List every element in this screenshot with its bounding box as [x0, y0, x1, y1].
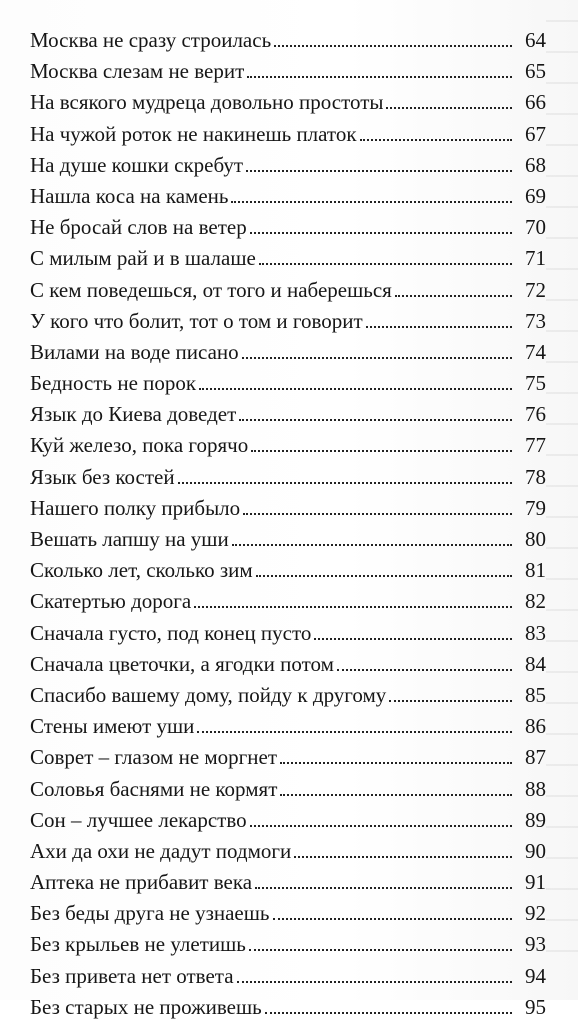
toc-entry-title: На чужой роток не накинешь платок — [30, 121, 357, 146]
toc-entry-page-number: 81 — [525, 558, 546, 583]
toc-entry-page-number: 78 — [525, 464, 546, 489]
toc-entry-title: Без крыльев не улетишь — [30, 932, 246, 957]
toc-entry — [30, 462, 546, 493]
toc-entry-title: Соврет – глазом не моргнет — [30, 745, 278, 770]
dot-leader — [274, 45, 512, 47]
toc-entry — [30, 992, 546, 1023]
toc-entry-page-number: 83 — [525, 620, 546, 645]
toc-entry — [30, 586, 546, 617]
toc-entry-title: Сначала густо, под конец пусто — [30, 620, 312, 645]
dot-leader — [294, 856, 512, 858]
toc-entry-title: Без беды друга не узнаешь — [30, 901, 270, 926]
toc-entry-title: Язык до Киева доведет — [30, 402, 237, 427]
toc-entry-page-number: 84 — [525, 651, 546, 676]
toc-entry-page-number: 94 — [525, 963, 546, 988]
toc-entry-title: Нашла коса на камень — [30, 183, 229, 208]
dot-leader — [337, 669, 512, 671]
dot-leader — [250, 825, 512, 827]
toc-entry-title: Вилами на воде писано — [30, 339, 239, 364]
dot-leader — [197, 731, 512, 733]
toc-entry — [30, 555, 546, 586]
toc-entry-title: Бедность не порок — [30, 371, 197, 396]
dot-leader — [265, 1012, 512, 1014]
toc-entry-page-number: 86 — [525, 714, 546, 739]
dot-leader — [314, 638, 512, 640]
toc-entry — [30, 181, 546, 212]
toc-entry — [30, 961, 546, 992]
dot-leader — [280, 762, 512, 764]
toc-entry-title: Куй железо, пока горячо — [30, 433, 249, 458]
toc-entry-title: С милым рай и в шалаше — [30, 246, 256, 271]
dot-leader — [239, 419, 512, 421]
toc-entry — [30, 805, 546, 836]
toc-entry-title: Москва не сразу строилась — [30, 28, 272, 52]
toc-entry — [30, 368, 546, 399]
toc-entry-title: На душе кошки скребут — [30, 152, 244, 177]
dot-leader — [395, 295, 512, 297]
dot-leader — [280, 794, 512, 796]
toc-entry — [30, 711, 546, 742]
toc-entry-title: Язык без костей — [30, 464, 175, 489]
toc-entry — [30, 836, 546, 867]
toc-entry-page-number: 74 — [525, 339, 546, 364]
toc-entry-page-number: 92 — [525, 901, 546, 926]
toc-entry-page-number: 80 — [525, 527, 546, 551]
toc-entry — [30, 275, 546, 306]
toc-entry-page-number: 88 — [525, 776, 546, 801]
toc-entry-title: Нашего полку прибыло — [30, 495, 241, 520]
toc-entry — [30, 649, 546, 680]
toc-entry-title: У кого что болит, тот о том и говорит — [30, 308, 363, 333]
dot-leader — [199, 388, 512, 390]
facing-page-bleed — [546, 20, 578, 980]
toc-entry-page-number: 87 — [525, 745, 546, 770]
toc-entry — [30, 56, 546, 87]
toc-entry-title: Сколько лет, сколько зим — [30, 558, 253, 583]
toc-entry — [30, 87, 546, 118]
toc-entry — [30, 25, 546, 56]
toc-entry-page-number: 72 — [525, 277, 546, 302]
toc-entry-title: Спасибо вашему дому, пойду к другому — [30, 682, 387, 707]
toc-entry-page-number: 77 — [525, 433, 546, 458]
dot-leader — [178, 482, 512, 484]
toc-entry-page-number: 93 — [525, 932, 546, 957]
toc-entry — [30, 399, 546, 430]
toc-entry-title: Аптека не прибавит века — [30, 870, 253, 895]
dot-leader — [360, 139, 512, 141]
toc-entry — [30, 243, 546, 274]
toc-entry-title: На всякого мудреца довольно простоты — [30, 90, 384, 115]
toc-entry-title: Ахи да охи не дадут подмоги — [30, 838, 292, 863]
toc-entry — [30, 774, 546, 805]
toc-entry-page-number: 71 — [525, 246, 546, 271]
dot-leader — [237, 981, 512, 983]
toc-entry — [30, 680, 546, 711]
toc-entry-page-number: 68 — [525, 152, 546, 177]
dot-leader — [194, 606, 512, 608]
toc-entry — [30, 898, 546, 929]
dot-leader — [386, 107, 512, 109]
toc-entry-page-number: 85 — [525, 682, 546, 707]
toc-entry-title: Без старых не проживешь — [30, 994, 262, 1019]
toc-entry — [30, 212, 546, 243]
dot-leader — [232, 544, 512, 546]
toc-entry-page-number: 69 — [525, 183, 546, 208]
toc-entry-page-number: 82 — [525, 589, 546, 614]
dot-leader — [249, 949, 512, 951]
toc-entry-title: Стены имеют уши — [30, 714, 195, 739]
toc-entry-page-number: 90 — [525, 838, 546, 863]
toc-entry-page-number: 91 — [525, 870, 546, 895]
dot-leader — [273, 918, 512, 920]
toc-entry-title: Не бросай слов на ветер — [30, 215, 247, 240]
toc-entry-title: Вешать лапшу на уши — [30, 527, 229, 551]
toc-entry-title: Скатертью дорога — [30, 589, 192, 614]
toc-entry-page-number: 67 — [525, 121, 546, 146]
toc-entry — [30, 618, 546, 649]
dot-leader — [250, 232, 512, 234]
toc-entry-title: Без привета нет ответа — [30, 963, 234, 988]
toc-entry — [30, 306, 546, 337]
dot-leader — [243, 513, 512, 515]
toc-entry-title: Сон – лучшее лекарство — [30, 807, 247, 832]
dot-leader — [389, 700, 512, 702]
dot-leader — [231, 201, 512, 203]
dot-leader — [256, 575, 512, 577]
toc-entry-title: С кем поведешься, от того и наберешься — [30, 277, 392, 302]
dot-leader — [259, 263, 512, 265]
toc-entry — [30, 524, 546, 555]
toc-entry — [30, 119, 546, 150]
dot-leader — [255, 887, 512, 889]
dot-leader — [247, 76, 512, 78]
toc-entry-page-number: 95 — [525, 994, 546, 1019]
toc-entry — [30, 929, 546, 960]
toc-entry-page-number: 66 — [525, 90, 546, 115]
toc-entry-title: Соловья баснями не кормят — [30, 776, 278, 801]
toc-entry — [30, 430, 546, 461]
toc-entry-page-number: 65 — [525, 59, 546, 84]
toc-entry-page-number: 75 — [525, 371, 546, 396]
dot-leader — [246, 170, 512, 172]
toc-entry-title: Сначала цветочки, а ягодки потом — [30, 651, 334, 676]
toc-entry — [30, 493, 546, 524]
toc-entry-title: Москва слезам не верит — [30, 59, 245, 84]
dot-leader — [251, 450, 512, 452]
toc-entry-page-number: 76 — [525, 402, 546, 427]
toc-entry-page-number: 64 — [525, 28, 546, 52]
table-of-contents — [30, 25, 546, 1023]
dot-leader — [366, 326, 512, 328]
toc-entry-page-number: 70 — [525, 215, 546, 240]
dot-leader — [242, 357, 512, 359]
toc-entry — [30, 337, 546, 368]
toc-entry-page-number: 89 — [525, 807, 546, 832]
toc-entry — [30, 150, 546, 181]
toc-entry — [30, 742, 546, 773]
toc-entry — [30, 867, 546, 898]
toc-entry-page-number: 79 — [525, 495, 546, 520]
toc-entry-page-number: 73 — [525, 308, 546, 333]
